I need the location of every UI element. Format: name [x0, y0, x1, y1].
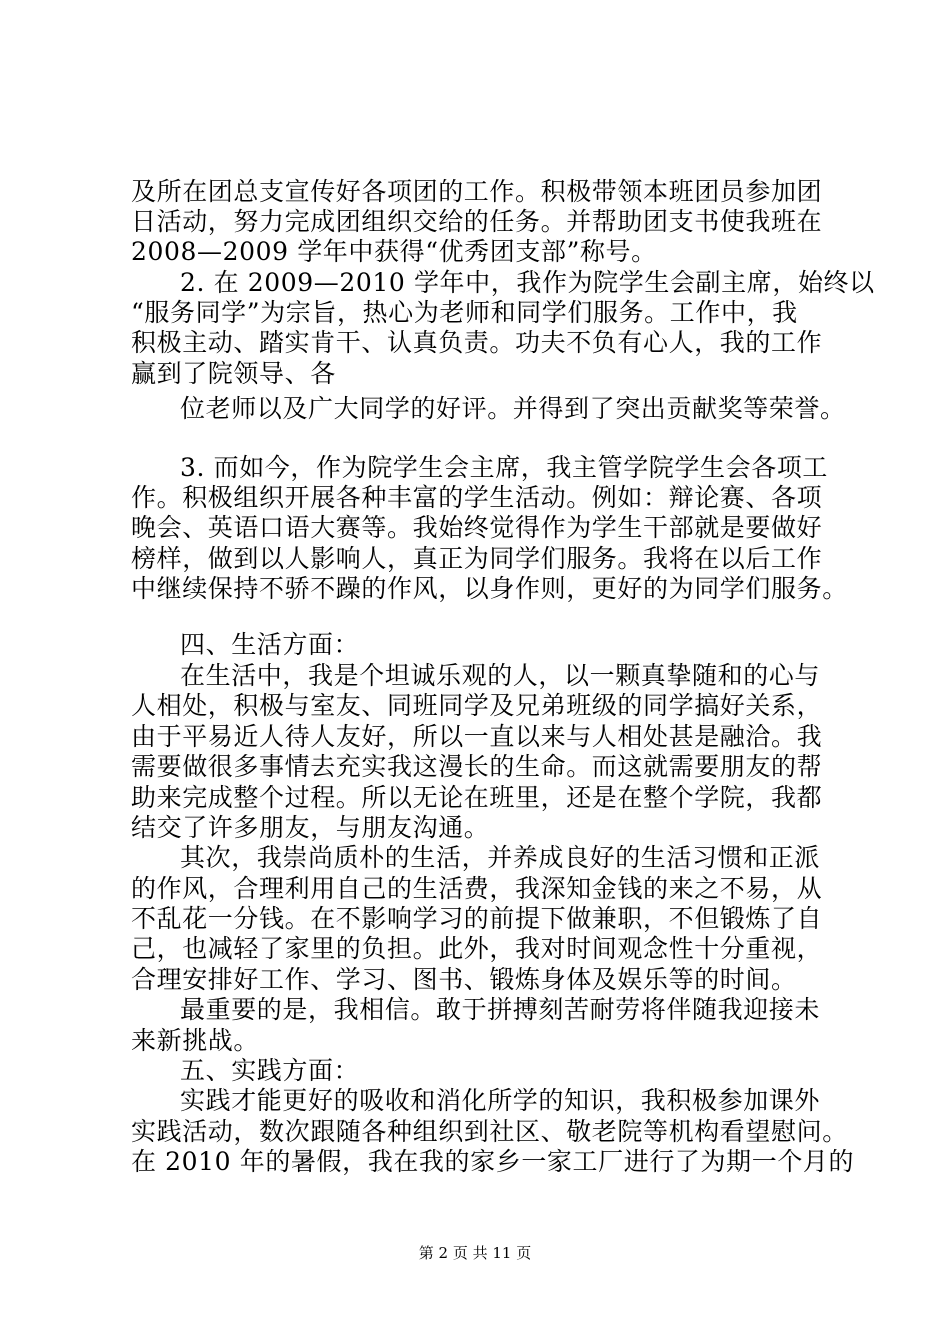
text-line: 结交了许多朋友，与朋友沟通。 — [131, 813, 490, 842]
text-line: 在 2010 年的暑假，我在我的家乡一家工厂进行了为期一个月的 — [131, 1147, 855, 1176]
text-line: 中继续保持不骄不躁的作风，以身作则，更好的为同学们服务。 — [131, 574, 848, 603]
section-heading: 五、实践方面： — [180, 1056, 360, 1085]
text-line: 日活动，努力完成团组织交给的任务。并帮助团支书使我班在 — [131, 207, 823, 236]
text-line: 最重要的是，我相信。敢于拼搏刻苦耐劳将伴随我迎接未 — [180, 995, 821, 1024]
text-line: 2. 在 2009—2010 学年中，我作为院学生会副主席，始终以 — [180, 268, 875, 297]
text-line: 积极主动、踏实肯干、认真负责。功夫不负有心人，我的工作 — [131, 328, 823, 357]
text-line: 来新挑战。 — [131, 1026, 260, 1055]
text-line: 实践才能更好的吸收和消化所学的知识，我积极参加课外 — [180, 1086, 821, 1115]
text-line: 在生活中，我是个坦诚乐观的人，以一颗真挚随和的心与 — [180, 661, 821, 690]
text-line: 榜样，做到以人影响人，真正为同学们服务。我将在以后工作 — [131, 544, 823, 573]
text-line: 实践活动，数次跟随各种组织到社区、敬老院等机构看望慰问。 — [131, 1117, 848, 1146]
text-line: 己，也减轻了家里的负担。此外，我对时间观念性十分重视， — [131, 934, 823, 963]
text-line: 及所在团总支宣传好各项团的工作。积极带领本班团员参加团 — [131, 177, 823, 206]
text-line: “服务同学”为宗旨，热心为老师和同学们服务。工作中，我 — [131, 298, 798, 327]
text-line: 不乱花一分钱。在不影响学习的前提下做兼职，不但锻炼了自 — [131, 904, 823, 933]
section-heading: 四、生活方面： — [180, 630, 360, 659]
text-line: 的作风，合理利用自己的生活费，我深知金钱的来之不易，从 — [131, 874, 823, 903]
text-line: 助来完成整个过程。所以无论在班里，还是在整个学院，我都 — [131, 783, 823, 812]
text-line: 赢到了院领导、各 — [131, 359, 336, 388]
text-line: 由于平易近人待人友好，所以一直以来与人相处甚是融洽。我 — [131, 722, 823, 751]
text-line: 2008—2009 学年中获得“优秀团支部”称号。 — [131, 237, 657, 266]
text-line: 人相处，积极与室友、同班同学及兄弟班级的同学搞好关系， — [131, 691, 823, 720]
text-line: 作。积极组织开展各种丰富的学生活动。例如：辩论赛、各项 — [131, 483, 823, 512]
text-line: 晚会、英语口语大赛等。我始终觉得作为学生干部就是要做好 — [131, 513, 823, 542]
text-line: 合理安排好工作、学习、图书、锻炼身体及娱乐等的时间。 — [131, 965, 797, 994]
page-number-footer: 第 2 页 共 11 页 — [418, 1244, 532, 1262]
text-line: 其次，我崇尚质朴的生活，并养成良好的生活习惯和正派 — [180, 843, 821, 872]
text-line: 3. 而如今，作为院学生会主席，我主管学院学生会各项工 — [180, 453, 829, 482]
text-line: 位老师以及广大同学的好评。并得到了突出贡献奖等荣誉。 — [180, 394, 846, 423]
text-line: 需要做很多事情去充实我这漫长的生命。而这就需要朋友的帮 — [131, 752, 823, 781]
